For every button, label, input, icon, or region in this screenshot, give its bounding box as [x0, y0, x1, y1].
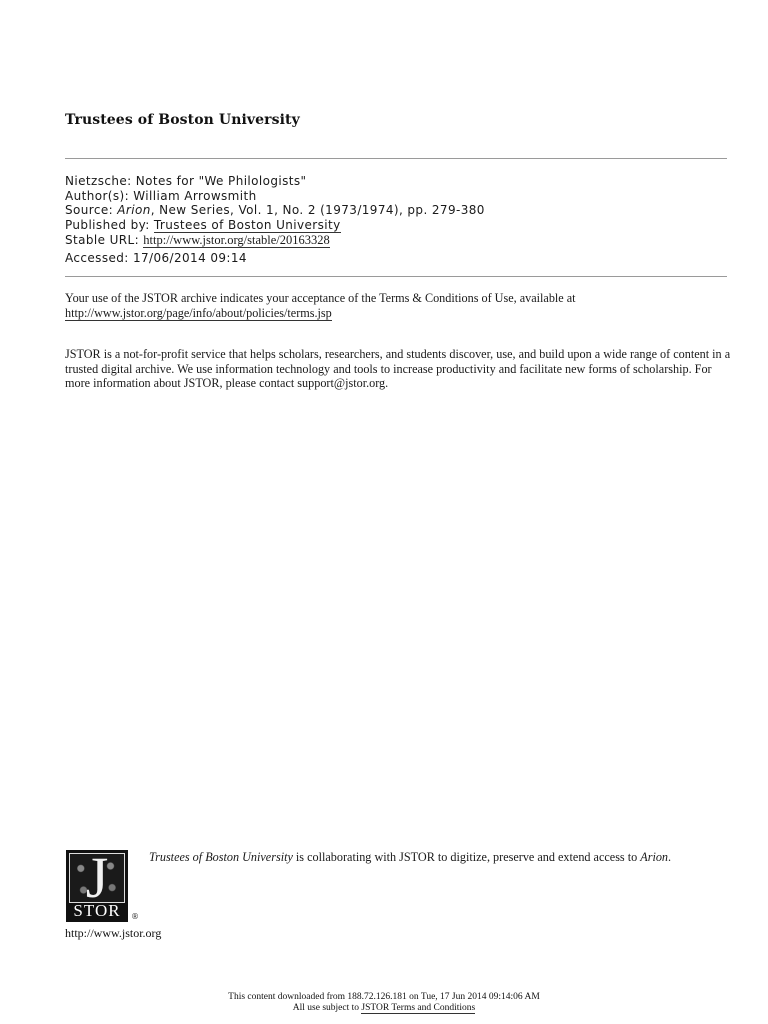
collab-publisher: Trustees of Boston University — [149, 850, 293, 864]
author-line — [65, 189, 485, 204]
collab-text: is collaborating with JSTOR to digitize, preserve and extend access to — [292, 850, 641, 864]
source-label: Source: — [65, 203, 118, 218]
about-paragraph: JSTOR is a not-for-profit service that helps scholars, researchers, and students discover, use, and build upon a wide range of content in a trusted digital archive. We use information technology and tools to increase productivity and facilitate new forms of scholarship. For more information about JSTOR, please contact support@jstor.org. — [65, 347, 731, 390]
download-footer — [0, 992, 768, 1014]
terms-text: Your use of the JSTOR archive indicates your acceptance of the Terms & Conditions of Use, available at — [65, 291, 576, 305]
author-name: William Arrowsmith — [133, 188, 257, 203]
jstor-url[interactable]: http://www.jstor.org — [65, 926, 162, 940]
terms-footer-line: All use subject to JSTOR Terms and Conditions — [292, 1003, 476, 1013]
accessed-label: Accessed: — [65, 250, 133, 265]
author-label: Author(s): — [65, 188, 134, 203]
jstor-logo — [66, 850, 128, 922]
source-journal: Arion — [117, 203, 151, 218]
accessed-date: 17/06/2014 09:14 — [132, 250, 247, 265]
jstor-logo-j-mark: J — [69, 853, 125, 903]
jstor-logo-wordmark: STOR — [73, 901, 121, 920]
accessed-line — [65, 251, 485, 266]
collab-journal: Arion — [640, 850, 669, 864]
source-line — [65, 203, 485, 218]
source-details: , New Series, Vol. 1, No. 2 (1973/1974), pp. 279-380 — [150, 203, 485, 218]
top-divider — [65, 158, 727, 159]
citation-block — [65, 174, 485, 265]
registered-mark-icon: ® — [131, 912, 139, 921]
published-label: Published by: — [65, 218, 154, 233]
stable-url-link[interactable]: http://www.jstor.org/stable/20163328 — [143, 232, 330, 247]
published-line — [65, 218, 485, 233]
publisher-link[interactable]: Trustees of Boston University — [153, 218, 341, 233]
article-title: Nietzsche: Notes for "We Philologists" — [65, 174, 307, 188]
download-info: This content downloaded from 188.72.126.181 on Tue, 17 Jun 2014 09:14:06 AM — [228, 992, 540, 1002]
stable-url-line — [65, 233, 485, 248]
stable-url-label: Stable URL: — [65, 232, 144, 247]
collaboration-statement: Trustees of Boston University is collaborating with JSTOR to digitize, preserve and extend access to Arion. — [149, 850, 672, 864]
jstor-terms-link[interactable]: JSTOR Terms and Conditions — [361, 1003, 476, 1013]
bottom-divider — [65, 276, 727, 277]
publisher-title: Trustees of Boston University — [65, 112, 300, 128]
terms-paragraph — [65, 291, 735, 320]
terms-link[interactable]: http://www.jstor.org/page/info/about/policies/terms.jsp — [65, 305, 332, 320]
